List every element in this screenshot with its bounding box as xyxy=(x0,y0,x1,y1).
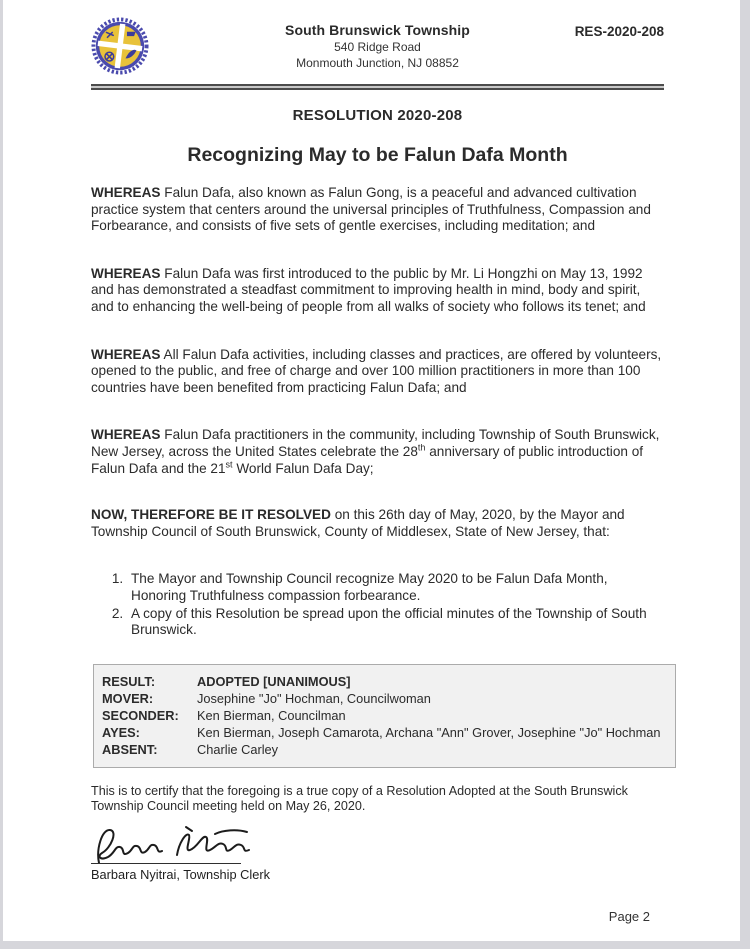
township-name: South Brunswick Township xyxy=(285,22,470,38)
paragraph-text: Falun Dafa was first introduced to the public by Mr. Li Hongzhi on May 13, 1992 and has demonstrated a steadfast commitment to improving health in mind, body and spirit, and to enhancing the well-being of people from all walks of society who follows its tenet; and xyxy=(91,265,646,314)
vote-row-absent xyxy=(102,741,665,758)
paragraph-text: All Falun Dafa activities, including classes and practices, are offered by volunteers, opened to the public, and free of charge and over 100 million practitioners in more than 100 countries have been benefited from practicing Falun Dafa; and xyxy=(91,346,662,395)
document-body xyxy=(91,185,664,639)
whereas-lead: WHEREAS xyxy=(91,427,161,443)
vote-row-seconder xyxy=(102,707,665,724)
whereas-paragraph-2 xyxy=(91,266,664,316)
whereas-paragraph-1 xyxy=(91,185,664,235)
whereas-lead: WHEREAS xyxy=(91,265,161,281)
vote-row-result xyxy=(102,673,665,690)
signature-line xyxy=(91,863,241,864)
document-subtitle: Recognizing May to be Falun Dafa Month xyxy=(187,144,568,166)
vote-row-ayes xyxy=(102,724,665,741)
vote-label: SECONDER: xyxy=(102,707,179,723)
vote-label: ABSENT: xyxy=(102,741,158,757)
signature-block xyxy=(91,819,664,885)
resolution-items-list xyxy=(109,571,664,638)
whereas-paragraph-4 xyxy=(91,427,664,477)
clerk-signature-icon xyxy=(89,819,274,869)
list-item: 2. A copy of this Resolution be spread upon the official minutes of the Township of South Brunswick. xyxy=(127,606,664,639)
address-line-2: Monmouth Junction, NJ 08852 xyxy=(296,56,459,70)
document-title: RESOLUTION 2020-208 xyxy=(292,107,463,124)
whereas-lead: WHEREAS xyxy=(91,346,161,362)
ordinal-superscript: st xyxy=(225,459,233,469)
vote-value: ADOPTED [UNANIMOUS] xyxy=(197,673,351,689)
vote-label: MOVER: xyxy=(102,690,154,706)
paragraph-text: anniversary of public introduction of Falun Dafa and the 21 xyxy=(91,443,644,476)
vote-row-mover xyxy=(102,690,665,707)
list-item: 1. The Mayor and Township Council recognize May 2020 to be Falun Dafa Month, Honoring Truthfulness compassion forbearance. xyxy=(127,571,664,604)
vote-value: Charlie Carley xyxy=(197,741,279,757)
paragraph-text: Falun Dafa practitioners in the community, including Township of South Brunswick, New Jersey, across the United States celebrate the 28 xyxy=(91,427,660,459)
certification-text: This is to certify that the foregoing is a true copy of a Resolution Adopted at the South Brunswick Township Council meeting held on May 26, 2020. xyxy=(91,783,628,814)
vote-value: Ken Bierman, Councilman xyxy=(197,707,346,723)
document-header xyxy=(91,16,664,80)
vote-value: Josephine "Jo" Hochman, Councilwoman xyxy=(197,690,431,706)
resolved-paragraph xyxy=(91,507,664,540)
whereas-lead: WHEREAS xyxy=(91,185,161,200)
paragraph-text: World Falun Dafa Day; xyxy=(232,460,374,476)
vote-value: Ken Bierman, Joseph Camarota, Archana "Ann" Grover, Josephine "Jo" Hochman xyxy=(197,724,661,740)
page-number: Page 2 xyxy=(608,908,650,924)
document-page xyxy=(3,0,740,941)
address-line-1: 540 Ridge Road xyxy=(334,40,421,54)
paragraph-text: on this 26th day of May, 2020, by the Mayor and Township Council of South Brunswick, County of Middlesex, State of New Jersey, that: xyxy=(91,507,625,539)
resolution-number: RES-2020-208 xyxy=(574,24,664,39)
paragraph-text: Falun Dafa, also known as Falun Gong, is a peaceful and advanced cultivation practice system that centers around the universal principles of Truthfulness, Compassion and Forbearance, and consists of five sets of gentle exercises, including meditation; and xyxy=(91,185,651,234)
whereas-paragraph-3 xyxy=(91,347,664,397)
clerk-name-title: Barbara Nyitrai, Township Clerk xyxy=(91,866,270,882)
vote-result-box xyxy=(93,664,676,768)
vote-label: RESULT: xyxy=(102,673,156,689)
ordinal-superscript: th xyxy=(417,442,426,453)
vote-label: AYES: xyxy=(102,724,140,740)
resolved-lead: NOW, THEREFORE BE IT RESOLVED xyxy=(91,507,331,523)
header-divider xyxy=(91,84,664,90)
